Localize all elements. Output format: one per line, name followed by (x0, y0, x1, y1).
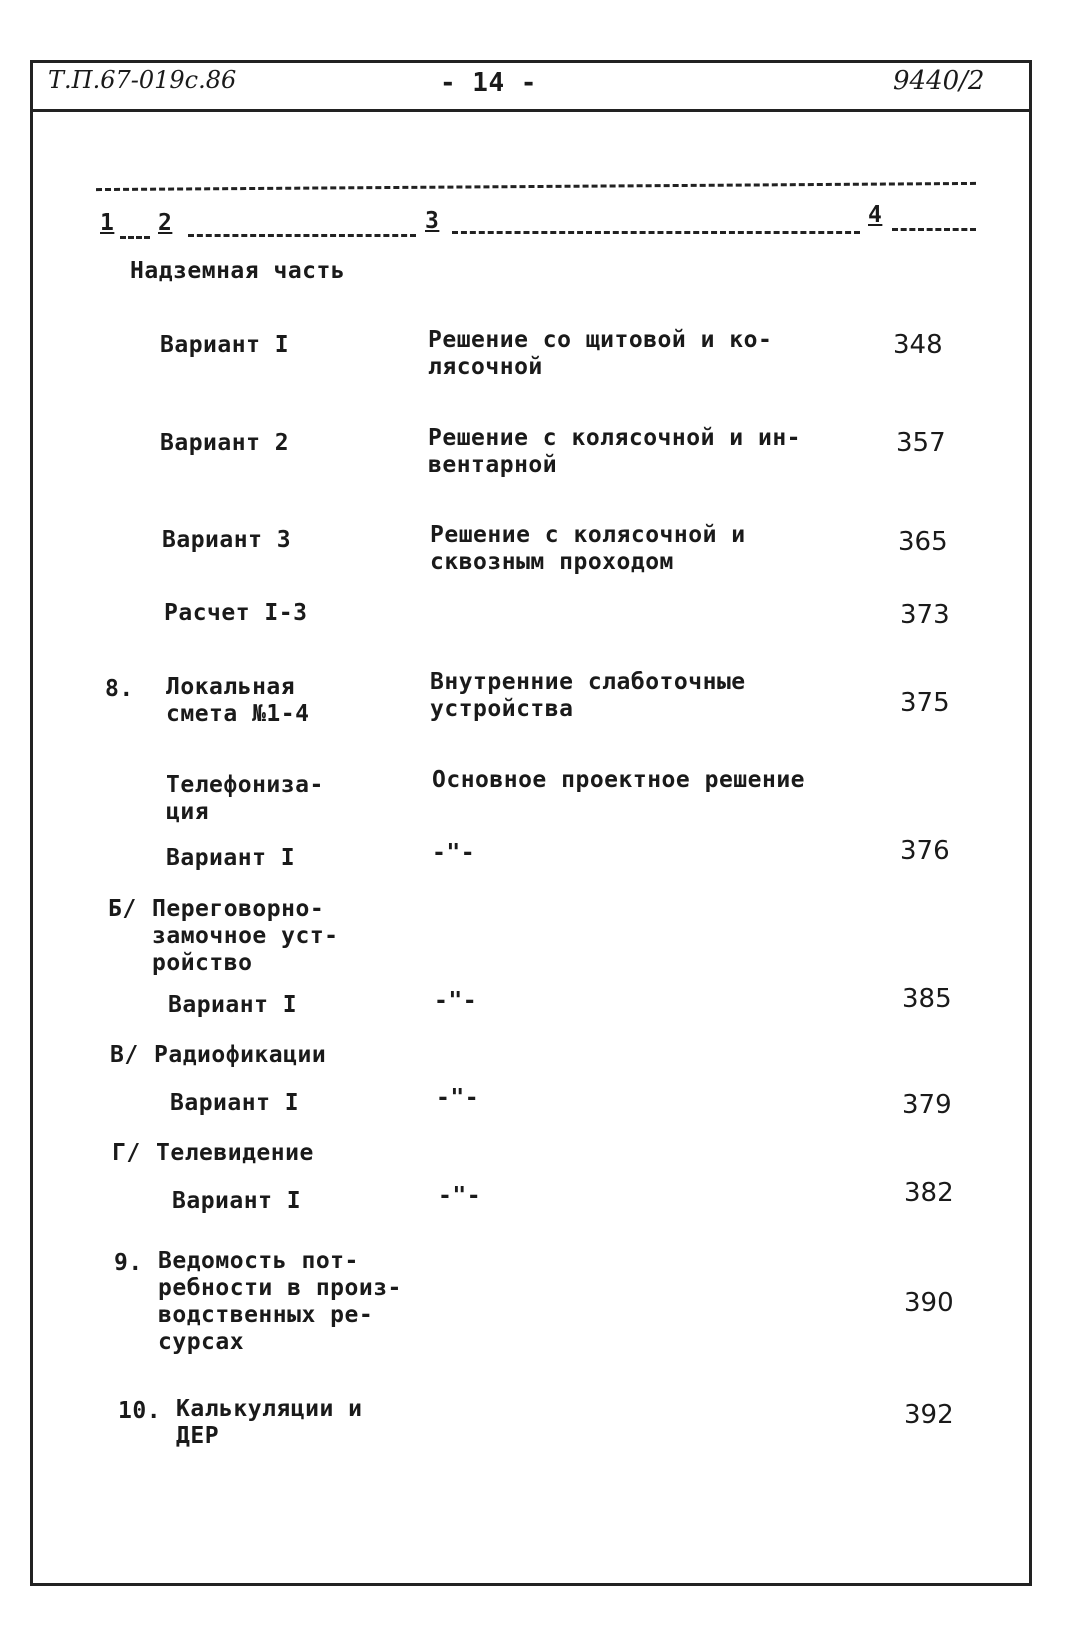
row-name: Радиофикации (154, 1042, 327, 1068)
row-description: Решение с колясочной и ин- вентарной (428, 425, 802, 478)
row-name: Вариант I (168, 992, 298, 1018)
column-header-dash (120, 236, 150, 239)
row-name: Калькуляции и ДЕР (176, 1396, 363, 1449)
column-header-dash (188, 234, 416, 237)
row-name: Телефониза- ция (166, 772, 324, 825)
inventory-number: 9440/2 (893, 66, 985, 96)
column-header-dash (892, 228, 976, 231)
column-1-header: 1 (100, 210, 115, 236)
row-page: 348 (893, 330, 943, 360)
row-number: 9. (114, 1250, 143, 1276)
row-name: Телевидение (156, 1140, 314, 1166)
section-title: Надземная часть (130, 258, 346, 284)
row-description: Решение со щитовой и ко- лясочной (428, 327, 773, 380)
row-number: 10. (118, 1398, 162, 1424)
column-2-header: 2 (158, 210, 173, 236)
row-name: Вариант 3 (162, 527, 292, 553)
row-name: Ведомость пот- ребности в произ- водственных ре- сурсах (158, 1248, 402, 1355)
row-name: Вариант 2 (160, 430, 290, 456)
column-3-header: 3 (425, 208, 440, 234)
row-name: Вариант I (166, 845, 296, 871)
header-divider (30, 109, 1032, 112)
row-page: 382 (904, 1178, 954, 1208)
row-page: 392 (904, 1400, 954, 1430)
row-description: Решение с колясочной и сквозным проходом (430, 522, 746, 575)
row-description: -"- (432, 840, 476, 866)
row-page: 379 (902, 1090, 952, 1120)
row-name: Вариант I (172, 1188, 302, 1214)
row-description: -"- (438, 1183, 482, 1209)
row-number: В/ (110, 1042, 139, 1068)
row-page: 385 (902, 984, 952, 1014)
row-description: -"- (436, 1085, 480, 1111)
row-description: Основное проектное решение (432, 767, 806, 793)
row-number: Г/ (112, 1140, 141, 1166)
row-number: Б/ (108, 896, 137, 922)
row-name: Вариант I (160, 332, 290, 358)
row-page: 373 (900, 600, 950, 630)
row-description: -"- (434, 988, 478, 1014)
row-page: 357 (896, 428, 946, 458)
row-name: Локальная смета №1-4 (166, 674, 310, 727)
row-page: 376 (900, 836, 950, 866)
row-number: 8. (105, 676, 134, 702)
column-4-header: 4 (868, 202, 883, 228)
row-name: Вариант I (170, 1090, 300, 1116)
row-page: 365 (898, 527, 948, 557)
row-page: 390 (904, 1288, 954, 1318)
page-number: - 14 - (440, 68, 537, 98)
column-header-dash (452, 231, 860, 234)
doc-code: Т.П.67-019с.86 (48, 66, 237, 94)
row-page: 375 (900, 688, 950, 718)
row-name: Расчет I-3 (164, 600, 308, 626)
row-name: Переговорно- замочное уст- ройство (152, 896, 339, 976)
row-description: Внутренние слаботочные устройства (430, 669, 746, 722)
